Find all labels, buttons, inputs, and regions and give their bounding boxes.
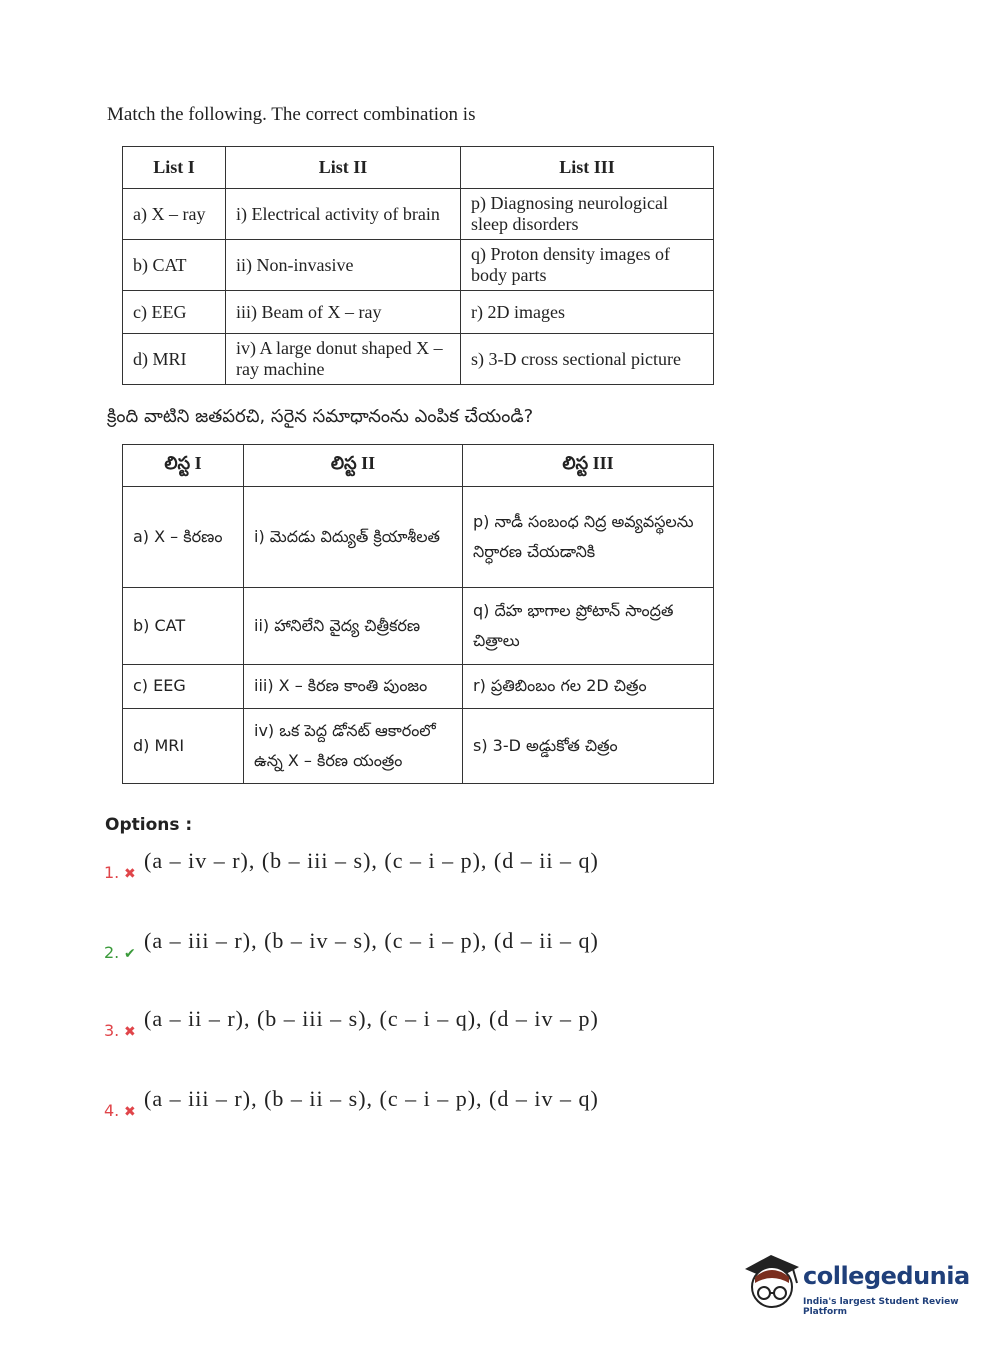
brand-tagline: India's largest Student Review Platform	[803, 1297, 959, 1317]
table-cell: c) EEG	[123, 291, 226, 334]
options-heading: Options :	[105, 815, 193, 835]
question-title-telugu: క్రింది వాటిని జతపరచి, సరైన సమాధానంను ఎంపిక చేయండి?	[107, 406, 534, 427]
option-4[interactable]	[104, 1086, 599, 1122]
table-cell: b) CAT	[123, 588, 244, 665]
table-cell: s) 3-D cross sectional picture	[461, 334, 714, 385]
option-number: 3.	[104, 1021, 120, 1040]
cross-icon: ✖	[124, 1104, 136, 1120]
option-text: (a – iv – r), (b – iii – s), (c – i – p), (d – ii – q)	[144, 848, 599, 873]
cross-icon: ✖	[124, 1024, 136, 1040]
table-cell: q) Proton density images of body parts	[461, 240, 714, 291]
cross-icon: ✖	[124, 866, 136, 882]
brand-name: collegedunia	[803, 1262, 970, 1290]
table-cell: i) మెదడు విద్యుత్ క్రియాశీలత	[244, 487, 463, 588]
table-cell: b) CAT	[123, 240, 226, 291]
option-number: 1.	[104, 863, 120, 882]
table-cell: a) X – కిరణం	[123, 487, 244, 588]
table-cell: d) MRI	[123, 709, 244, 784]
table-cell: iv) ఒక పెద్ద డోనట్ ఆకారంలో ఉన్న X – కిరణ యంత్రం	[244, 709, 463, 784]
table-cell: p) Diagnosing neurological sleep disorders	[461, 189, 714, 240]
table-cell: a) X – ray	[123, 189, 226, 240]
option-text: (a – iii – r), (b – ii – s), (c – i – p), (d – iv – q)	[144, 1086, 599, 1111]
match-table-telugu	[122, 444, 714, 784]
table-header: లిస్ట I	[123, 445, 244, 487]
option-number: 2.	[104, 943, 120, 962]
table-cell: r) ప్రతిబింబం గల 2D చిత్రం	[463, 665, 714, 709]
table-cell: q) దేహ భాగాల ప్రోటాన్ సాంద్రత చిత్రాలు	[463, 588, 714, 665]
option-3[interactable]	[104, 1006, 599, 1042]
table-cell: d) MRI	[123, 334, 226, 385]
table-header: List I	[123, 147, 226, 189]
table-header: List II	[226, 147, 461, 189]
question-title: Match the following. The correct combination is	[107, 104, 476, 125]
table-cell: r) 2D images	[461, 291, 714, 334]
table-header: లిస్ట III	[463, 445, 714, 487]
table-cell: c) EEG	[123, 665, 244, 709]
option-2[interactable]	[104, 928, 599, 964]
table-header: లిస్ట II	[244, 445, 463, 487]
option-number: 4.	[104, 1101, 120, 1120]
table-header: List III	[461, 147, 714, 189]
table-cell: iii) X – కిరణ కాంతి పుంజం	[244, 665, 463, 709]
option-1[interactable]	[104, 848, 599, 884]
table-cell: iii) Beam of X – ray	[226, 291, 461, 334]
table-cell: p) నాడీ సంబంధ నిద్ర అవ్యవస్థలను నిర్ధారణ చేయడానికి	[463, 487, 714, 588]
table-cell: s) 3-D అడ్డుకోత చిత్రం	[463, 709, 714, 784]
table-cell: iv) A large donut shaped X – ray machine	[226, 334, 461, 385]
option-text: (a – ii – r), (b – iii – s), (c – i – q), (d – iv – p)	[144, 1006, 599, 1031]
match-table-english	[122, 146, 714, 385]
table-cell: ii) Non-invasive	[226, 240, 461, 291]
table-cell: i) Electrical activity of brain	[226, 189, 461, 240]
check-icon: ✔	[124, 946, 136, 962]
table-cell: ii) హానిలేని వైద్య చిత్రీకరణ	[244, 588, 463, 665]
option-text: (a – iii – r), (b – iv – s), (c – i – p), (d – ii – q)	[144, 928, 599, 953]
